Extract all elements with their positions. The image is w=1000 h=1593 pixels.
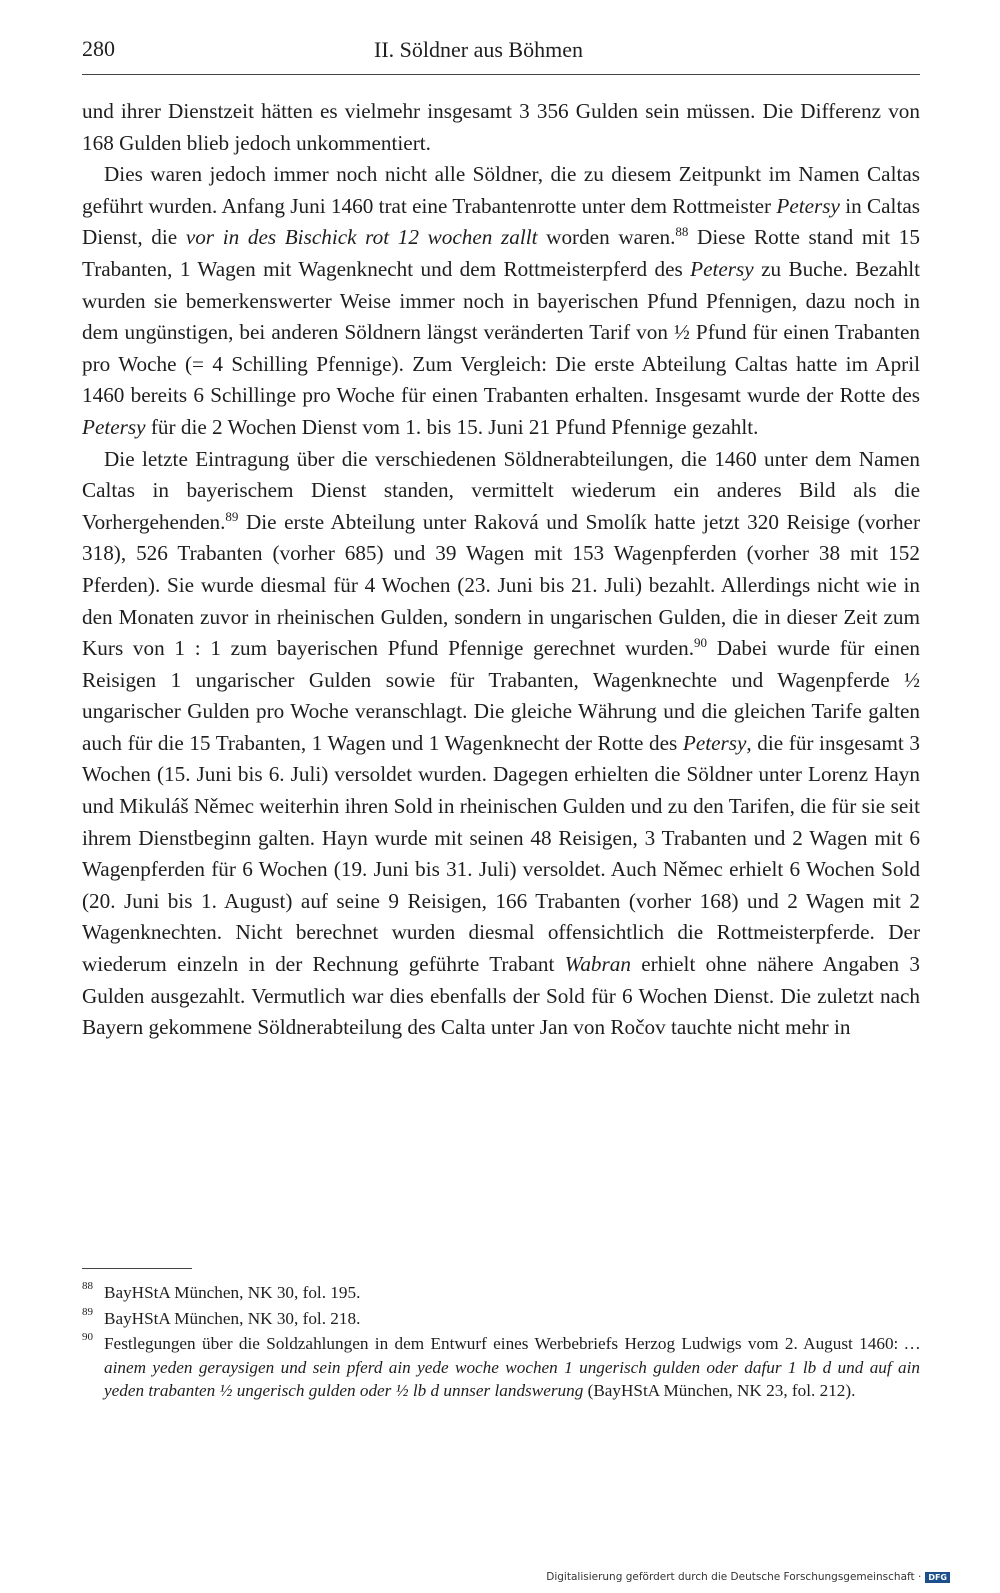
paragraph-1: und ihrer Dienstzeit hätten es vielmehr insgesamt 3 356 Gulden sein müssen. Die Differenz von 168 Gulden blieb jedoch unkommentiert. [82, 99, 920, 155]
page-header [82, 34, 920, 75]
footnote-text: Festlegungen über die Soldzahlungen in dem Entwurf eines Werbebriefs Herzog Ludwigs vom 2. August 1460: [104, 1334, 905, 1353]
footnote-quote: … ainem yeden geraysigen und sein pferd ain yede woche wochen 1 ungerisch gulden oder dafur 1 lb d und auf ain yeden trabanten ½ ungerisch gulden oder ½ lb d unnser landswerung [104, 1334, 920, 1400]
footnote-89 [82, 1307, 920, 1331]
italic-name: Petersy [682, 730, 747, 755]
footnote-ref-89: 89 [225, 508, 239, 524]
paragraph-2: Dies waren jedoch immer noch nicht alle Söldner, die zu diesem Zeitpunkt im Namen Caltas geführt wurden. Anfang Juni 1460 trat eine Trabantenrotte unter dem Rottmeister Petersy in Caltas Dienst, die vor in des Bischick rot 12 wochen zallt worden waren.$^{88}$ Diese Rotte stand mit 15 Trabanten, 1 Wagen mit Wagenknecht und dem Rottmeisterpferd des Petersy zu Buche. Bezahlt wurden sie bemerkenswerter Weise immer noch in bayerischen Pfund Pfennigen, dazu noch in dem ungünstigen, bei anderen Söldnern längst veränderten Tarif von ½ Pfund für einen Trabanten pro Woche (= 4 Schilling Pfennige). Zum Vergleich: Die erste Abteilung Caltas hatte im April 1460 bereits 6 Schillinge pro Woche für einen Trabanten erhalten. Insgesamt wurde der Rotte des Petersy für die 2 Wochen Dienst vom 1. bis 15. Juni 21 Pfund Pfennige gezahlt. [82, 162, 920, 439]
footnote-88 [82, 1281, 920, 1305]
italic-name: Petersy [690, 256, 754, 281]
italic-name: Wabran [564, 952, 631, 977]
footnote-number: 90 [82, 1331, 93, 1343]
footnote-text: BayHStA München, NK 30, fol. 218. [104, 1308, 361, 1328]
credit-text: Digitalisierung gefördert durch die Deutsche Forschungsgemeinschaft · [546, 1571, 922, 1583]
footnote-text: BayHStA München, NK 30, fol. 195. [104, 1283, 361, 1302]
footnote-ref-90: 90 [694, 635, 707, 651]
footnotes [82, 1268, 920, 1405]
footnote-rule [82, 1268, 192, 1269]
italic-quote: vor in des Bischick rot 12 wochen zallt [185, 225, 538, 250]
footnote-number: 89 [82, 1305, 93, 1318]
dfg-logo-icon: DFG [925, 1572, 950, 1583]
page-number: 280 [82, 36, 115, 61]
digitization-credit [546, 1571, 950, 1583]
paragraph-3: Die letzte Eintragung über die verschiedenen Söldnerabteilungen, die 1460 unter dem Namen Caltas in bayerischem Dienst standen, vermittelt wiederum ein anderes Bild als die Vorhergehenden.$^{89}$ Die erste Abteilung unter Raková und Smolík hatte jetzt 320 Reisige (vorher 318), 526 Trabanten (vorher 685) und 39 Wagen mit 153 Wagenpferden (vorher 38 mit 152 Pferden). Sie wurde diesmal für 4 Wochen (23. Juni bis 21. Juli) bezahlt. Allerdings nicht wie in den Monaten zuvor in rheinischen Gulden, sondern in ungarischen Gulden, die in dieser Zeit zum Kurs von 1 : 1 zum bayerischen Pfund Pfennige gerechnet wurden.$^{90}$ Dabei wurde für einen Reisigen 1 ungarischer Gulden sowie für Trabanten, Wagenknechte und Wagenpferde ½ ungarischer Gulden pro Woche veranschlagt. Die gleiche Währung und die gleichen Tarife galten auch für die 15 Trabanten, 1 Wagen und 1 Wagenknecht der Rotte des Petersy, die für insgesamt 3 Wochen (15. Juni bis 6. Juli) versoldet wurden. Dagegen erhielten die Söldner unter Lorenz Hayn und Mikuláš Němec weiterhin ihren Sold in rheinischen Gulden und zu den Tarifen, die für sie seit ihrem Dienstbeginn galten. Hayn wurde mit seinen 48 Reisigen, 3 Trabanten und 2 Wagen mit 6 Wagenpferden für 6 Wochen (19. Juni bis 31. Juli) versoldet. Auch Němec erhielt 6 Wochen Sold (20. Juni bis 1. August) auf seine 9 Reisigen, 166 Trabanten (vorher 168) und 2 Wagen mit 2 Wagenknechten. Nicht berechnet wurden diesmal offensichtlich die Rottmeisterpferde. Der wiederum einzeln in der Rechnung geführte Trabant Wabran erhielt ohne nähere Angaben 3 Gulden ausgezahlt. Vermutlich war dies ebenfalls der Sold für 6 Wochen Dienst. Die zuletzt nach Bayern gekommene Söldnerabteilung des Calta unter Jan von Ročov tauchte nicht mehr in [82, 446, 920, 1040]
body-text [82, 96, 920, 1044]
footnote-ref-88: 88 [675, 224, 689, 240]
running-head: II. Söldner aus Böhmen [374, 37, 583, 62]
italic-name: Petersy [82, 414, 146, 439]
footnote-90: 90 Festlegungen über die Soldzahlungen in dem Entwurf eines Werbebriefs Herzog Ludwigs vom 2. August 1460: … ainem yeden geraysigen und sein pferd ain yede woche wochen 1 ungerisch gulden oder dafur 1 lb d und auf ain yeden trabanten ½ ungerisch gulden oder ½ lb d unnser landswerung (BayHStA München, NK 23, fol. 212). [82, 1332, 920, 1403]
footnote-number: 88 [82, 1280, 93, 1292]
italic-name: Petersy [776, 193, 840, 218]
